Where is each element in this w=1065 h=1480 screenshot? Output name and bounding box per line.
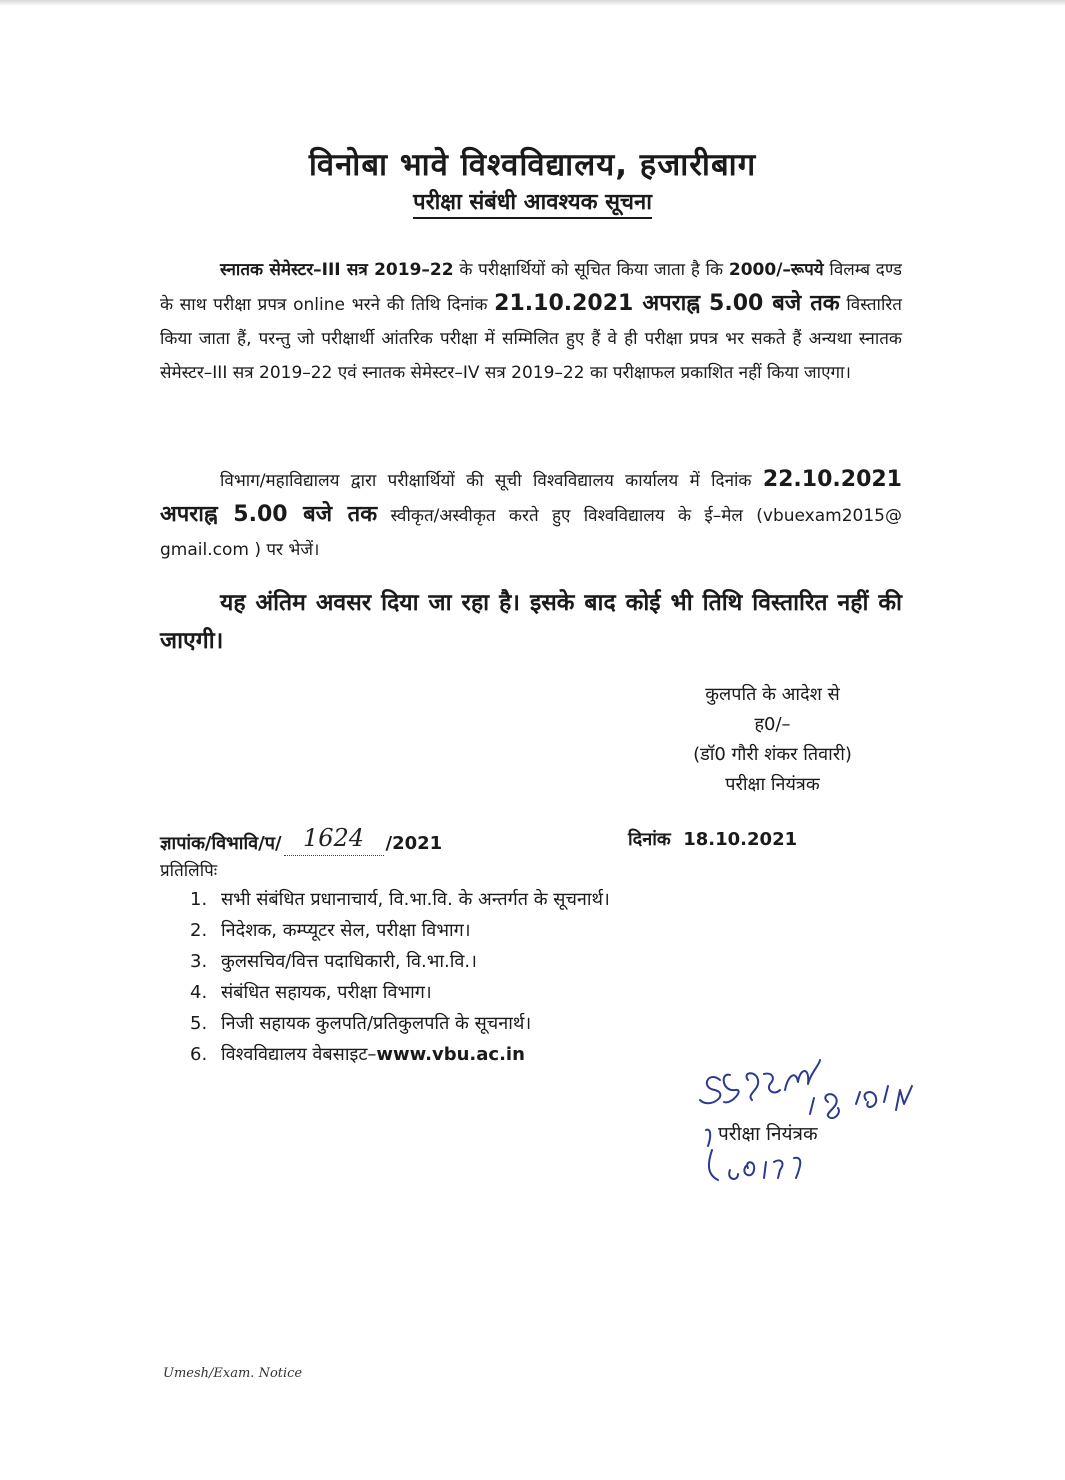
memo-date xyxy=(628,827,797,851)
list-item-text: सभी संबंधित प्रधानाचार्य, वि.भा.वि. के अन्तर्गत के सूचनार्थ। xyxy=(221,889,610,910)
para2-deadline: 22.10.2021 अपराह्न 5.00 बजे तक xyxy=(160,467,902,527)
signature-line-signed: ह0/– xyxy=(754,714,791,735)
handwritten-designation: परीक्षा नियंत्रक xyxy=(718,1123,818,1145)
scan-edge xyxy=(0,0,1065,6)
list-item-number: 3. xyxy=(190,951,208,972)
memo-number-handwritten: 1624 xyxy=(302,824,365,852)
list-item-number: 2. xyxy=(190,920,208,941)
website-url: www.vbu.ac.in xyxy=(376,1044,525,1065)
para1-text-3: विस्तारित किया जाता हैं, परन्तु जो परीक्षार्थी आंतरिक परीक्षा में सम्मिलित हुए हैं वे ही परीक्षा प्रपत्र भर सकते हैं अन्यथा स्नातक सेमेस्टर–III सत्र 2019–22 एवं स्नातक सेमेस्टर–IV सत्र 2019–22 का परीक्षाफल प्रकाशित नहीं किया जाएगा। xyxy=(160,295,902,383)
signature-block xyxy=(600,680,945,800)
list-item-text: संबंधित सहायक, परीक्षा विभाग। xyxy=(221,982,432,1003)
notice-subtitle xyxy=(0,186,1065,216)
final-chance-notice: यह अंतिम अवसर दिया जा रहा है। इसके बाद कोई भी तिथि विस्तारित नहीं की जाएगी। xyxy=(160,590,902,654)
list-item-number: 6. xyxy=(190,1044,208,1065)
memo-reference xyxy=(160,824,443,856)
copy-to-list xyxy=(190,884,610,1070)
list-item xyxy=(190,977,610,1008)
list-item-text: निजी सहायक कुलपति/प्रतिकुलपति के सूचनार्थ। xyxy=(221,1013,532,1034)
university-title: विनोबा भावे विश्वविद्यालय, हजारीबाग xyxy=(308,147,757,183)
notice-subtitle-text: परीक्षा संबंधी आवश्यक सूचना xyxy=(413,190,652,219)
list-item-text: निदेशक, कम्प्यूटर सेल, परीक्षा विभाग। xyxy=(221,920,471,941)
list-item xyxy=(190,946,610,977)
list-item-number: 5. xyxy=(190,1013,208,1034)
signature-line-designation: परीक्षा नियंत्रक xyxy=(725,774,820,795)
para1-text-2: विलम्ब दण्ड के साथ परीक्षा प्रपत्र online भरने की तिथि दिनांक xyxy=(160,260,902,315)
para1-fee: 2000/–रूपये xyxy=(728,260,824,280)
list-item xyxy=(190,915,610,946)
para2-text-1: विभाग/महाविद्यालय द्वारा परीक्षार्थियों की सूची विश्वविद्यालय कार्यालय में दिनांक xyxy=(220,471,763,491)
list-item xyxy=(190,884,610,915)
para1-text-1: के परीक्षार्थियों को सूचित किया जाता है कि xyxy=(453,260,729,280)
footer-reference: Umesh/Exam. Notice xyxy=(163,1366,303,1381)
list-item-number: 1. xyxy=(190,889,208,910)
copy-to-label: प्रतिलिपिः xyxy=(160,861,218,881)
paragraph-list-submission xyxy=(160,463,902,567)
para1-course: स्नातक सेमेस्टर–III सत्र 2019–22 xyxy=(220,260,454,280)
para2-text-2: स्वीकृत/अस्वीकृत करते हुए विश्वविद्यालय के ई–मेल (vbuexam2015@ gmail.com ) पर भेजें। xyxy=(160,506,902,560)
paragraph-extension xyxy=(160,253,902,390)
memo-year: /2021 xyxy=(385,833,443,854)
memo-date-label: दिनांक xyxy=(628,829,671,850)
list-item-number: 4. xyxy=(190,982,208,1003)
list-item-text: विश्वविद्यालय वेबसाइट– xyxy=(221,1044,377,1065)
list-item xyxy=(190,1008,610,1039)
para1-deadline: 21.10.2021 अपराह्न 5.00 बजे तक xyxy=(494,291,840,316)
memo-prefix: ज्ञापांक/विभावि/प/ xyxy=(160,833,282,854)
memo-date-value: 18.10.2021 xyxy=(683,829,798,850)
list-item-text: कुलसचिव/वित्त पदाधिकारी, वि.भा.वि.। xyxy=(221,951,477,972)
signature-line-name: (डॉ0 गौरी शंकर तिवारी) xyxy=(693,744,852,765)
list-item xyxy=(190,1039,610,1070)
memo-number-field xyxy=(284,824,384,856)
signature-line-order: कुलपति के आदेश से xyxy=(705,684,840,705)
